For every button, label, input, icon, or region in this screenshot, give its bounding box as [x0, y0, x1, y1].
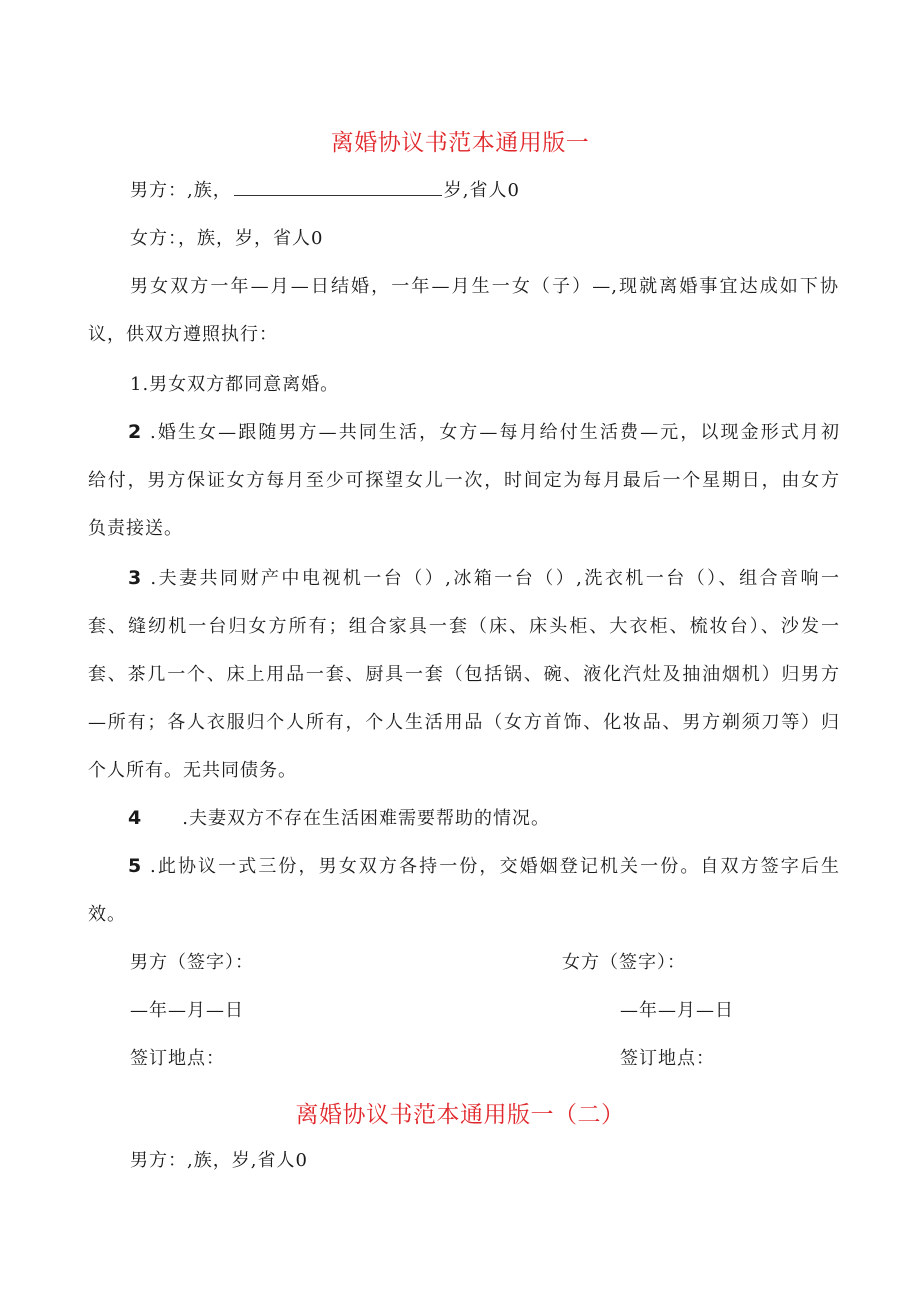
clause-4-number: 4 — [128, 807, 143, 829]
intro-paragraph-line-1: 男女双方一年—月—日结婚，一年—月生一女（子）—,现就离婚事宜达成如下协 — [130, 276, 839, 297]
male-date-line: —年—月—日 — [130, 1000, 244, 1021]
clause-4-text: .夫妻双方不存在生活困难需要帮助的情况。 — [182, 808, 550, 829]
clause-5-text: .此协议一式三份，男女双方各持一份，交婚姻登记机关一份。自双方签字后生 — [142, 856, 840, 877]
document-title: 离婚协议书范本通用版一 — [330, 130, 590, 156]
clause-4 — [128, 804, 550, 830]
female-date-line: —年—月—日 — [620, 1000, 734, 1021]
male-intro-prefix: 男方：,族， — [130, 180, 232, 201]
clause-3-text: .夫妻共同财产中电视机一台（）,冰箱一台（）,洗衣机一台（）、组合音响一 — [142, 568, 840, 589]
clause-3-line-5: 个人所有。无共同债务。 — [88, 760, 297, 781]
clause-3-number: 3 — [128, 567, 143, 589]
male-intro-suffix: 岁,省人0 — [443, 180, 520, 201]
clause-5-line-2: 效。 — [88, 904, 126, 925]
clause-3-line-1 — [128, 564, 840, 590]
male-place-label: 签订地点： — [130, 1048, 225, 1069]
male-intro-line — [130, 176, 520, 202]
intro-paragraph-line-2: 议，供双方遵照执行： — [88, 324, 278, 345]
female-intro-line: 女方：，族，岁，省人0 — [130, 228, 324, 249]
clause-1: 1.男女双方都同意离婚。 — [130, 374, 340, 395]
clause-2-line-3: 负责接送。 — [88, 518, 183, 539]
clause-3-line-3: 套、茶几一个、床上用品一套、厨具一套（包括锅、碗、液化汽灶及抽油烟机）归男方 — [88, 664, 840, 685]
female-place-label: 签订地点： — [620, 1048, 715, 1069]
clause-2-line-2: 给付，男方保证女方每月至少可探望女儿一次，时间定为每月最后一个星期日，由女方 — [88, 470, 840, 491]
clause-5-line-1 — [128, 852, 840, 878]
clause-3-line-2: 套、缝纫机一台归女方所有；组合家具一套（床、床头柜、大衣柜、梳妆台）、沙发一 — [88, 616, 840, 637]
female-signature-label: 女方（签字）： — [562, 952, 686, 973]
male-intro-line-2: 男方：,族，岁,省人0 — [130, 1150, 308, 1171]
clause-2-number: 2 — [128, 421, 143, 443]
clause-2-text: .婚生女—跟随男方—共同生活，女方—每月给付生活费—元，以现金形式月初 — [142, 422, 840, 443]
clause-3-line-4: —所有；各人衣服归个人所有，个人生活用品（女方首饰、化妆品、男方剃须刀等）归 — [88, 712, 840, 733]
age-blank-underline — [234, 179, 442, 196]
male-signature-label: 男方（签字）： — [130, 952, 254, 973]
clause-5-number: 5 — [128, 855, 143, 877]
document-title-2: 离婚协议书范本通用版一（二） — [295, 1102, 625, 1128]
clause-2-line-1 — [128, 418, 840, 444]
